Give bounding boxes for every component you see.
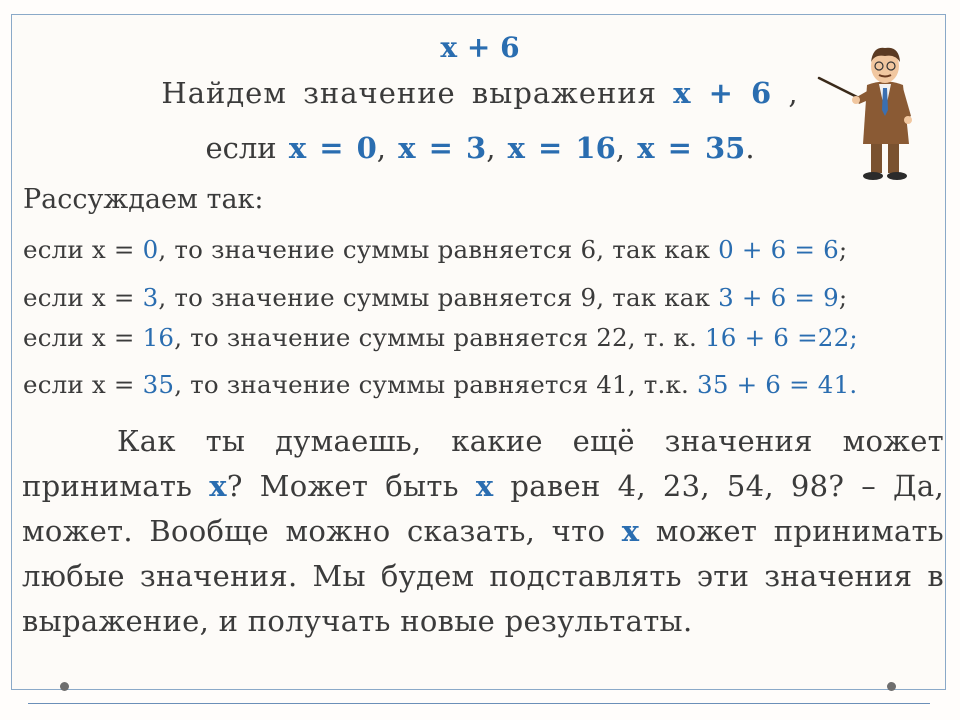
separator: , [486, 131, 508, 165]
teacher-leg [871, 140, 882, 173]
case-text: , то значение суммы равняется 9, так как [158, 283, 719, 312]
case-text: , то значение суммы равняется 41, т.к. [174, 370, 698, 399]
case-line [23, 283, 847, 312]
case-value: 35 [142, 370, 175, 399]
case-text: если х = [23, 235, 143, 264]
case-equation: 16 + 6 =22; [705, 323, 858, 352]
condition-value: x = 16 [507, 131, 616, 165]
case-text: если х = [23, 370, 143, 399]
pointer-stick [819, 78, 859, 98]
discussion-paragraph [22, 419, 944, 644]
reasoning-heading: Рассуждаем так: [23, 184, 264, 215]
case-text: если х = [23, 283, 143, 312]
paragraph-text: ? Может быть [226, 469, 476, 503]
teacher-hand [852, 96, 860, 104]
separator: . [745, 131, 755, 165]
case-text: , то значение суммы равняется 22, т. к. [174, 323, 706, 352]
case-equation: 0 + 6 = 6 [718, 235, 839, 264]
separator: , [376, 131, 399, 165]
paragraph-text: может принимать любые значения. Мы будем подставлять эти значения в выражение, и получать новые результаты. [22, 514, 944, 638]
variable-x: х [621, 514, 640, 548]
case-equation: 35 + 6 = 41. [697, 370, 858, 399]
case-value: 0 [142, 235, 159, 264]
teacher-hand [904, 116, 912, 124]
case-text: если х = [23, 323, 143, 352]
task-expression: x + 6 [673, 76, 773, 110]
decor-dot-right [887, 682, 896, 691]
task-tail: , [772, 76, 799, 110]
case-value: 16 [142, 323, 175, 352]
separator: , [615, 131, 638, 165]
task-text: Найдем значение выражения [161, 76, 674, 110]
case-equation: 3 + 6 = 9 [718, 283, 839, 312]
paragraph-text: Как ты думаешь, какие ещё значения может принимать [22, 424, 944, 503]
condition-value: x = 0 [288, 131, 377, 165]
condition-value: x = 35 [637, 131, 746, 165]
teacher-illustration [815, 40, 925, 185]
condition-value: x = 3 [398, 131, 487, 165]
teacher-shoe [863, 172, 883, 180]
bottom-rule [28, 703, 930, 704]
variable-x: х [475, 469, 494, 503]
paragraph-text: равен 4, 23, 54, 98? – Да, может. Вообще можно сказать, что [22, 469, 944, 548]
teacher-leg [888, 140, 899, 173]
case-end: ; [838, 283, 848, 312]
conditions-prefix: если [205, 131, 289, 165]
case-line [23, 370, 857, 399]
case-value: 3 [142, 283, 159, 312]
slide-title: x + 6 [440, 31, 520, 64]
case-line [23, 235, 847, 264]
teacher-shoe [887, 172, 907, 180]
case-line [23, 323, 858, 352]
decor-dot-left [60, 682, 69, 691]
teacher-tie [882, 88, 888, 116]
case-text: , то значение суммы равняется 6, так как [158, 235, 719, 264]
variable-x: х [209, 469, 227, 503]
case-end: ; [838, 235, 848, 264]
